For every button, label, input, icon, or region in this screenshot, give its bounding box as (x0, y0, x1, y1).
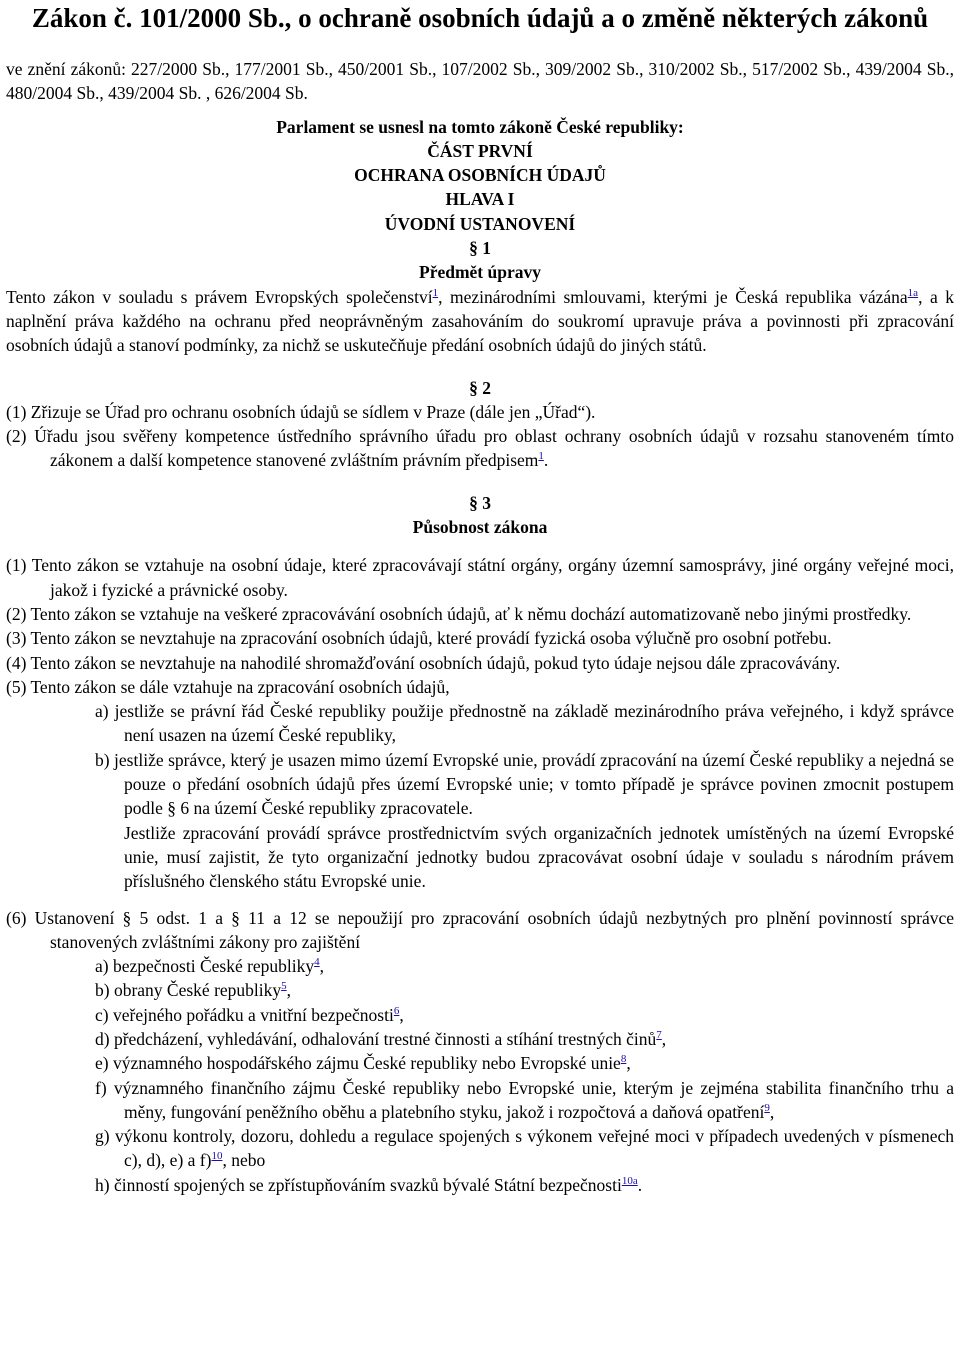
section-3-para-6: (6) Ustanovení § 5 odst. 1 a § 11 a 12 se nepoužijí pro zpracování osobních údajů nezbytných pro plnění povinností správce stanovených zvláštními zákony pro zajištění (6, 907, 954, 952)
list-item-text: c) veřejného pořádku a vnitřní bezpečnosti (95, 1004, 394, 1025)
footnote-link[interactable]: 1a (907, 286, 919, 299)
list-item (6, 1003, 954, 1027)
list-item-end: . (637, 1174, 643, 1195)
section-2-number: § 2 (469, 377, 491, 398)
footnote-link[interactable]: 9 (764, 1101, 770, 1114)
list-item-text: a) bezpečnosti České republiky (95, 956, 315, 977)
part-title: OCHRANA OSOBNÍCH ÚDAJŮ (354, 165, 606, 186)
list-item-text: g) výkonu kontroly, dozoru, dohledu a regulace spojených s výkonem veřejné moci v případech uvedených v písmenech c), d), e) a f) (95, 1126, 954, 1171)
section-1-text: Tento zákon v souladu s právem Evropských společenství$^1$, mezinárodními smlouvami, kterými je Česká republika vázána$^{1a}$, a k naplnění práva každého na ochranu před neoprávněným zasahováním do soukromí upravuje práva a povinnosti při zpracování osobních údajů a stanoví podmínky, za nichž se uskutečňuje předání osobních údajů do jiných států. (6, 286, 954, 356)
footnote-link[interactable]: 5 (281, 980, 287, 993)
list-item (6, 1076, 954, 1125)
law-title: Zákon č. 101/2000 Sb., o ochraně osobních údajů a o změně některých zákonů (31, 3, 929, 33)
section-2-para-2: (2) Úřadu jsou svěřeny kompetence ústředního správního úřadu pro oblast ochrany osobních údajů v rozsahu stanoveném tímto zákonem a další kompetence stanovené zvláštním právním předpisem$^1$. (6, 426, 954, 471)
list-item-end: , (286, 980, 292, 1001)
list-item-text: f) významného finančního zájmu České republiky nebo Evropské unie, kterým je zejména stabilita finančního trhu a měny, fungování peněžního oběhu a platebního styku, jakož i rozpočtová a daňová opatření (95, 1077, 954, 1122)
list-item-end: , nebo (222, 1150, 266, 1171)
footnote-link[interactable]: 6 (393, 1004, 400, 1017)
list-item (6, 954, 954, 978)
chapter-label: HLAVA I (445, 189, 515, 210)
list-item-text: e) významného hospodářského zájmu České republiky nebo Evropské unie (95, 1053, 621, 1074)
list-item-end: , (626, 1053, 631, 1074)
footnote-link[interactable]: 1 (538, 450, 544, 463)
list-item (6, 1173, 954, 1197)
section-3-para-5-b-continued: Jestliže zpracování provádí správce prostřednictvím svých organizačních jednotek umístěných na území Evropské unie, musí zajistit, že tyto organizační jednotky budou zpracovávat osobní údaje v souladu s národním právem příslušného členského státu Evropské unie. (124, 822, 954, 892)
preamble: Parlament se usnesl na tomto zákoně České republiky: (276, 116, 684, 137)
section-1-heading: Předmět úpravy (419, 262, 541, 283)
list-item-text: b) obrany České republiky (95, 980, 282, 1001)
section-2-para-1: (1) Zřizuje se Úřad pro ochranu osobních údajů se sídlem v Praze (dále jen „Úřad“). (6, 401, 596, 422)
section-1-number: § 1 (469, 238, 491, 259)
section-3-para-5-a: a) jestliže se právní řád České republiky použije přednostně na základě mezinárodního práva veřejného, i když správce není usazen na území České republiky, (95, 701, 954, 746)
footnote-link[interactable]: 4 (314, 956, 320, 969)
list-item-end: , (769, 1101, 775, 1122)
footnote-link[interactable]: 10 (211, 1150, 223, 1163)
section-3-para-4: (4) Tento zákon se nevztahuje na nahodilé shromažďování osobních údajů, pokud tyto údaje nejsou dále zpracovávány. (6, 652, 841, 673)
section-3-para-5: (5) Tento zákon se dále vztahuje na zpracování osobních údajů, (6, 676, 450, 697)
list-item (6, 1124, 954, 1173)
list-item-end: , (399, 1004, 404, 1025)
list-item (6, 1027, 954, 1051)
footnote-link[interactable]: 10a (621, 1174, 638, 1187)
list-item-end: , (661, 1028, 667, 1049)
chapter-title: ÚVODNÍ USTANOVENÍ (384, 213, 576, 234)
amendments-line: ve znění zákonů: 227/2000 Sb., 177/2001 Sb., 450/2001 Sb., 107/2002 Sb., 309/2002 Sb., 310/2002 Sb., 517/2002 Sb., 439/2004 Sb., 480/2004 Sb., 439/2004 Sb. , 626/2004 Sb. (6, 59, 954, 104)
list-item (6, 978, 954, 1002)
section-3-para-6-list (6, 954, 954, 1197)
part-label: ČÁST PRVNÍ (427, 140, 533, 161)
section-3-heading: Působnost zákona (412, 517, 548, 538)
section-3-para-5-b: b) jestliže správce, který je usazen mimo území Evropské unie, provádí zpracování na území České republiky a nejedná se pouze o předání osobních údajů přes území Evropské unie; v tomto případě je správce povinen zmocnit postupem podle § 6 na území České republiky zpracovatele. (95, 749, 954, 819)
list-item-end: , (319, 956, 325, 977)
footnote-link[interactable]: 8 (620, 1053, 627, 1066)
section-3-para-1: (1) Tento zákon se vztahuje na osobní údaje, které zpracovávají státní orgány, orgány územní samosprávy, jiné orgány veřejné moci, jakož i fyzické a právnické osoby. (6, 555, 954, 600)
footnote-link[interactable]: 7 (656, 1028, 662, 1041)
section-3-number: § 3 (469, 492, 491, 513)
section-3-para-3: (3) Tento zákon se nevztahuje na zpracování osobních údajů, které provádí fyzická osoba výlučně pro osobní potřebu. (6, 628, 832, 649)
footnote-link[interactable]: 1 (432, 286, 439, 299)
list-item-text: d) předcházení, vyhledávání, odhalování trestné činnosti a stíhání trestných činů (95, 1028, 657, 1049)
section-3-para-2: (2) Tento zákon se vztahuje na veškeré zpracovávání osobních údajů, ať k němu dochází automatizovaně nebo jinými prostředky. (6, 603, 912, 624)
list-item (6, 1051, 954, 1075)
list-item-text: h) činností spojených se zpřístupňováním svazků bývalé Státní bezpečnosti (95, 1174, 622, 1195)
